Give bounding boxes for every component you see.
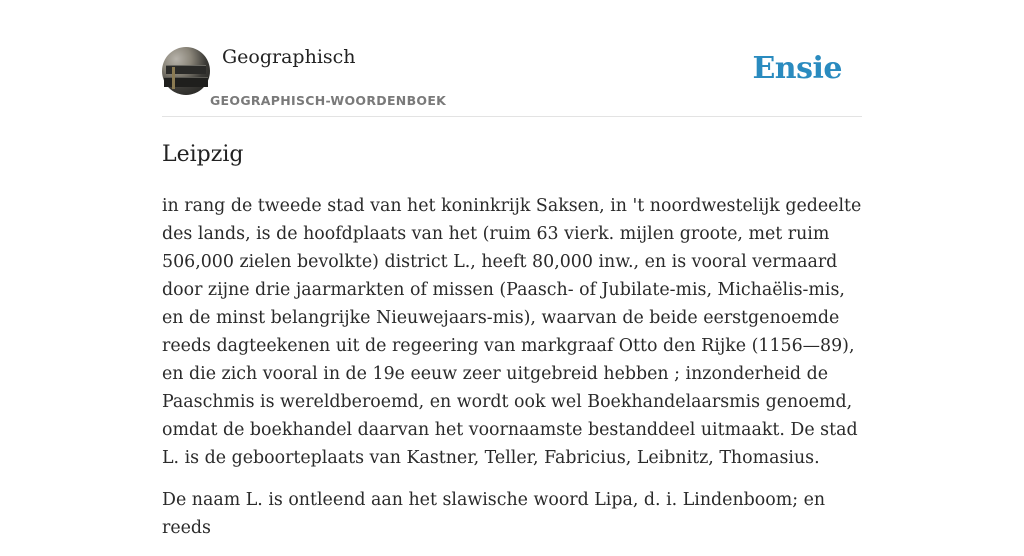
article-paragraph: De naam L. is ontleend aan het slawische woord Lipa, d. i. Lindenboom; en reeds xyxy=(162,490,826,538)
article xyxy=(162,140,862,556)
publication-slug-link[interactable]: GEOGRAPHISCH-WOORDENBOEK xyxy=(210,93,447,108)
publication-avatar[interactable] xyxy=(162,47,210,95)
ensie-logo-link[interactable]: Ensie xyxy=(752,51,842,86)
avatar-book-shelf xyxy=(164,77,208,87)
avatar-book-spine xyxy=(172,67,175,89)
publication-title-link[interactable]: Geographisch xyxy=(222,46,356,68)
article-title: Leipzig xyxy=(162,142,244,167)
header xyxy=(162,0,862,117)
article-paragraph: in rang de tweede stad van het koninkrijk Saksen, in 't noordwestelijk gedeelte des lands, is de hoofdplaats van het (ruim 63 vierk. mijlen groote, met ruim 506,000 zielen bevolkte) district L., heeft 80,000 inw., en is vooral vermaard door zijne drie jaarmarkten of missen (Paasch- of Jubilate-mis, Michaëlis-mis, en de minst belangrijke Nieuwejaars-mis), waarvan de beide eerstgenoemde reeds dagteekenen uit de regeering van markgraaf Otto den Rijke (1156—89), en die zich vooral in de 19e eeuw zeer uitgebreid hebben ; inzonderheid de Paaschmis is wereldberoemd, en wordt ook wel Boekhandelaarsmis genoemd, omdat de boekhandel daarvan het voornaamste bestanddeel uitmaakt. De stad L. is de geboorteplaats van Kastner, Teller, Fabricius, Leibnitz, Thomasius. xyxy=(162,196,862,468)
